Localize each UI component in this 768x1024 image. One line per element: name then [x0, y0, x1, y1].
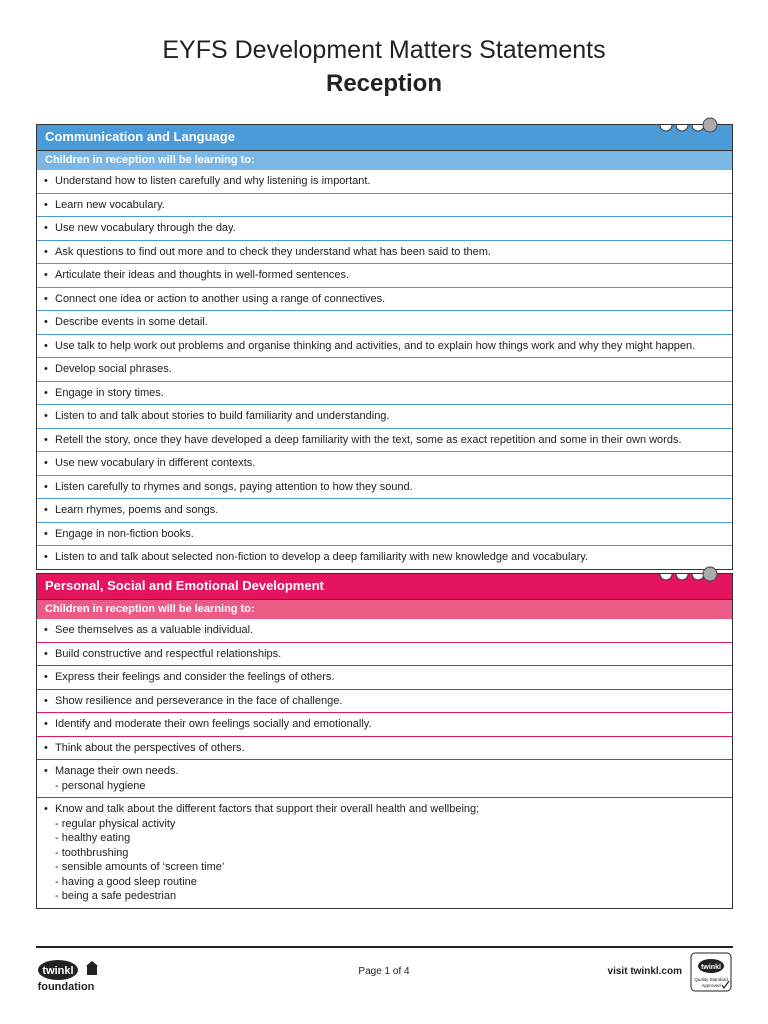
- section-heading: Personal, Social and Emotional Development: [45, 578, 324, 593]
- statement-row: [37, 642, 732, 666]
- statement-text: Show resilience and perseverance in the face of challenge.: [55, 694, 343, 707]
- bullet-icon: •: [44, 269, 48, 281]
- statement-text: Build constructive and respectful relationships.: [55, 647, 282, 660]
- bullet-icon: •: [44, 803, 48, 815]
- statement-text: Articulate their ideas and thoughts in well-formed sentences.: [55, 269, 350, 281]
- sub-point: - healthy eating: [55, 832, 131, 844]
- section-subheading: Children in reception will be learning to:: [37, 599, 732, 619]
- svg-text:twinkl: twinkl: [701, 964, 721, 971]
- sub-point: - toothbrushing: [55, 846, 129, 859]
- bullet-icon: •: [44, 433, 48, 446]
- bullet-icon: •: [44, 504, 48, 516]
- svg-text:twinkl: twinkl: [42, 965, 74, 977]
- statement-text: Know and talk about the different factors that support their overall health and wellbeing;: [55, 803, 480, 815]
- statement-list: [37, 170, 732, 569]
- statement-row: [37, 619, 732, 642]
- bullet-icon: •: [44, 457, 48, 469]
- bullet-icon: •: [44, 551, 48, 563]
- sub-point: - being a safe pedestrian: [55, 890, 177, 902]
- statement-row: [37, 216, 732, 240]
- statement-row: [37, 334, 732, 358]
- binder-rings-icon: [658, 116, 718, 138]
- bullet-icon: •: [44, 363, 48, 375]
- statement-row: [37, 522, 732, 546]
- statement-text: Manage their own needs.: [55, 765, 179, 777]
- statement-row: [37, 689, 732, 713]
- section-header: [37, 125, 732, 150]
- statement-row: [37, 381, 732, 405]
- communication-language-section: [36, 124, 733, 570]
- section-heading: Communication and Language: [45, 129, 235, 144]
- statement-text: Connect one idea or action to another using a range of connectives.: [55, 292, 386, 305]
- statement-text: Listen to and talk about selected non-fiction to develop a deep familiarity with new knowledge and vocabulary.: [55, 551, 589, 563]
- statement-row: [37, 170, 732, 193]
- statement-row: [37, 451, 732, 475]
- visit-link[interactable]: visit twinkl.com: [607, 966, 682, 977]
- section-subheading: Children in reception will be learning to:: [37, 150, 732, 170]
- bullet-icon: •: [44, 175, 48, 187]
- bullet-icon: •: [44, 410, 48, 422]
- statement-row: [37, 404, 732, 428]
- bullet-icon: •: [44, 198, 48, 211]
- sub-point: - sensible amounts of ‘screen time’: [55, 861, 225, 873]
- bullet-icon: •: [44, 527, 48, 540]
- sub-point: - personal hygiene: [55, 779, 146, 792]
- sub-point: - having a good sleep routine: [55, 875, 197, 888]
- bullet-icon: •: [44, 671, 48, 683]
- svg-text:Quality Standard: Quality Standard: [694, 977, 728, 982]
- statement-text: Engage in non-fiction books.: [55, 527, 194, 540]
- statement-list: [37, 619, 732, 908]
- statement-row: [37, 428, 732, 452]
- svg-text:Approved: Approved: [701, 983, 721, 988]
- statement-row: [37, 545, 732, 569]
- bullet-icon: •: [44, 718, 48, 730]
- bullet-icon: •: [44, 741, 48, 754]
- statement-row: [37, 759, 732, 797]
- bullet-icon: •: [44, 386, 48, 399]
- statement-row: [37, 498, 732, 522]
- statement-text: Listen to and talk about stories to build familiarity and understanding.: [55, 410, 390, 422]
- statement-row: [37, 736, 732, 760]
- footer-divider: [36, 946, 733, 948]
- page-subtitle: Reception: [325, 70, 442, 97]
- statement-text: Use new vocabulary in different contexts.: [55, 457, 256, 469]
- statement-text: Develop social phrases.: [55, 363, 172, 375]
- statement-row: [37, 310, 732, 334]
- statement-row: [37, 193, 732, 217]
- statement-text: Use talk to help work out problems and organise thinking and activities, and to explain how things work and why they might happen.: [55, 339, 696, 352]
- page-title: EYFS Development Matters Statements: [162, 36, 606, 64]
- statement-text: Use new vocabulary through the day.: [55, 222, 236, 234]
- statement-row: [37, 287, 732, 311]
- statement-text: Listen carefully to rhymes and songs, paying attention to how they sound.: [55, 480, 413, 493]
- statement-text: Express their feelings and consider the feelings of others.: [55, 671, 335, 683]
- binder-rings-icon: [658, 565, 718, 587]
- quality-standard-badge: [690, 952, 732, 992]
- statement-row: [37, 240, 732, 264]
- svg-text:foundation: foundation: [37, 981, 95, 993]
- statement-text: Understand how to listen carefully and why listening is important.: [55, 175, 371, 187]
- statement-text: Describe events in some detail.: [55, 316, 208, 328]
- statement-text: Learn new vocabulary.: [55, 198, 165, 211]
- bullet-icon: •: [44, 339, 48, 352]
- statement-text: Identify and moderate their own feelings socially and emotionally.: [55, 718, 372, 730]
- statement-row: [37, 357, 732, 381]
- bullet-icon: •: [44, 765, 48, 777]
- statement-text: See themselves as a valuable individual.: [55, 624, 254, 636]
- section-header: [37, 574, 732, 599]
- psed-section: [36, 573, 733, 909]
- bullet-icon: •: [44, 292, 48, 305]
- bullet-icon: •: [44, 480, 48, 493]
- sub-point: - regular physical activity: [55, 817, 176, 830]
- statement-row: [37, 263, 732, 287]
- statement-row: [37, 797, 732, 908]
- statement-row: [37, 665, 732, 689]
- statement-text: Learn rhymes, poems and songs.: [55, 504, 219, 516]
- bullet-icon: •: [44, 647, 48, 660]
- statement-text: Retell the story, once they have developed a deep familiarity with the text, some as exact repetition and some in their own words.: [55, 433, 682, 446]
- statement-row: [37, 475, 732, 499]
- bullet-icon: •: [44, 222, 48, 234]
- bullet-icon: •: [44, 245, 48, 258]
- statement-row: [37, 712, 732, 736]
- page-number: Page 1 of 4: [358, 966, 410, 977]
- statement-text: Think about the perspectives of others.: [55, 741, 245, 754]
- bullet-icon: •: [44, 316, 48, 328]
- bullet-icon: •: [44, 694, 48, 707]
- statement-text: Engage in story times.: [55, 386, 164, 399]
- statement-text: Ask questions to find out more and to check they understand what has been said to them.: [55, 245, 491, 258]
- bullet-icon: •: [44, 624, 48, 636]
